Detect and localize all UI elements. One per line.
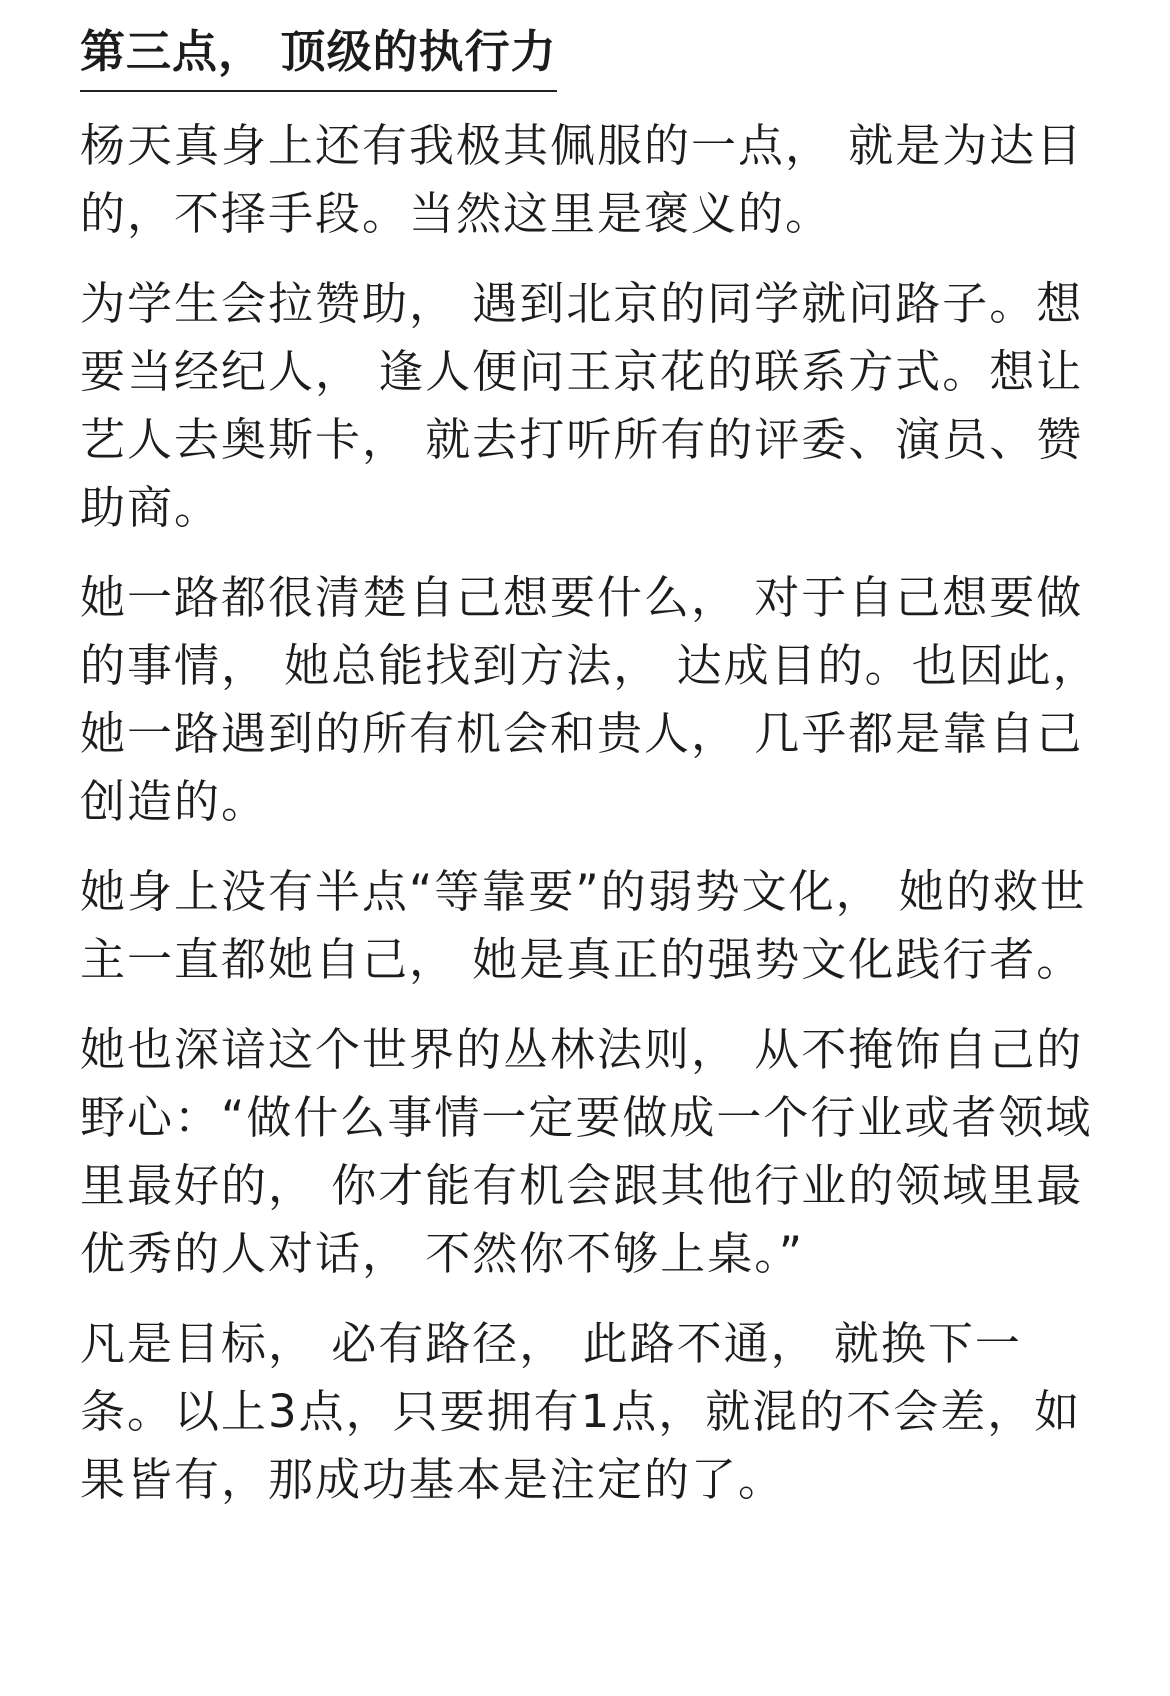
paragraph-5: 她也深谙这个世界的丛林法则， 从不掩饰自己的野心：“做什么事情一定要做成一个行业或者领域里最好的， 你才能有机会跟其他行业的领域里最优秀的人对话， 不然你不够上桌。” bbox=[80, 1023, 1093, 1280]
paragraph-6: 凡是目标， 必有路径， 此路不通， 就换下一条。以上3点，只要拥有1点，就混的不会差，如果皆有，那成功基本是注定的了。 bbox=[80, 1317, 1082, 1506]
paragraph-2: 为学生会拉赞助， 遇到北京的同学就问路子。想要当经纪人， 逢人便问王京花的联系方式。想让艺人去奥斯卡， 就去打听所有的评委、演员、赞助商。 bbox=[80, 277, 1084, 534]
paragraph-3: 她一路都很清楚自己想要什么， 对于自己想要做的事情， 她总能找到方法， 达成目的。也因此， 她一路遇到的所有机会和贵人， 几乎都是靠自己创造的。 bbox=[80, 571, 1100, 828]
paragraph-1: 杨天真身上还有我极其佩服的一点， 就是为达目的，不择手段。当然这里是褒义的。 bbox=[80, 119, 1084, 240]
paragraph-4: 她身上没有半点“等靠要”的弱势文化， 她的救世主一直都她自己， 她是真正的强势文化践行者。 bbox=[80, 865, 1087, 986]
section-heading: 第三点， 顶级的执行力 bbox=[80, 18, 557, 92]
